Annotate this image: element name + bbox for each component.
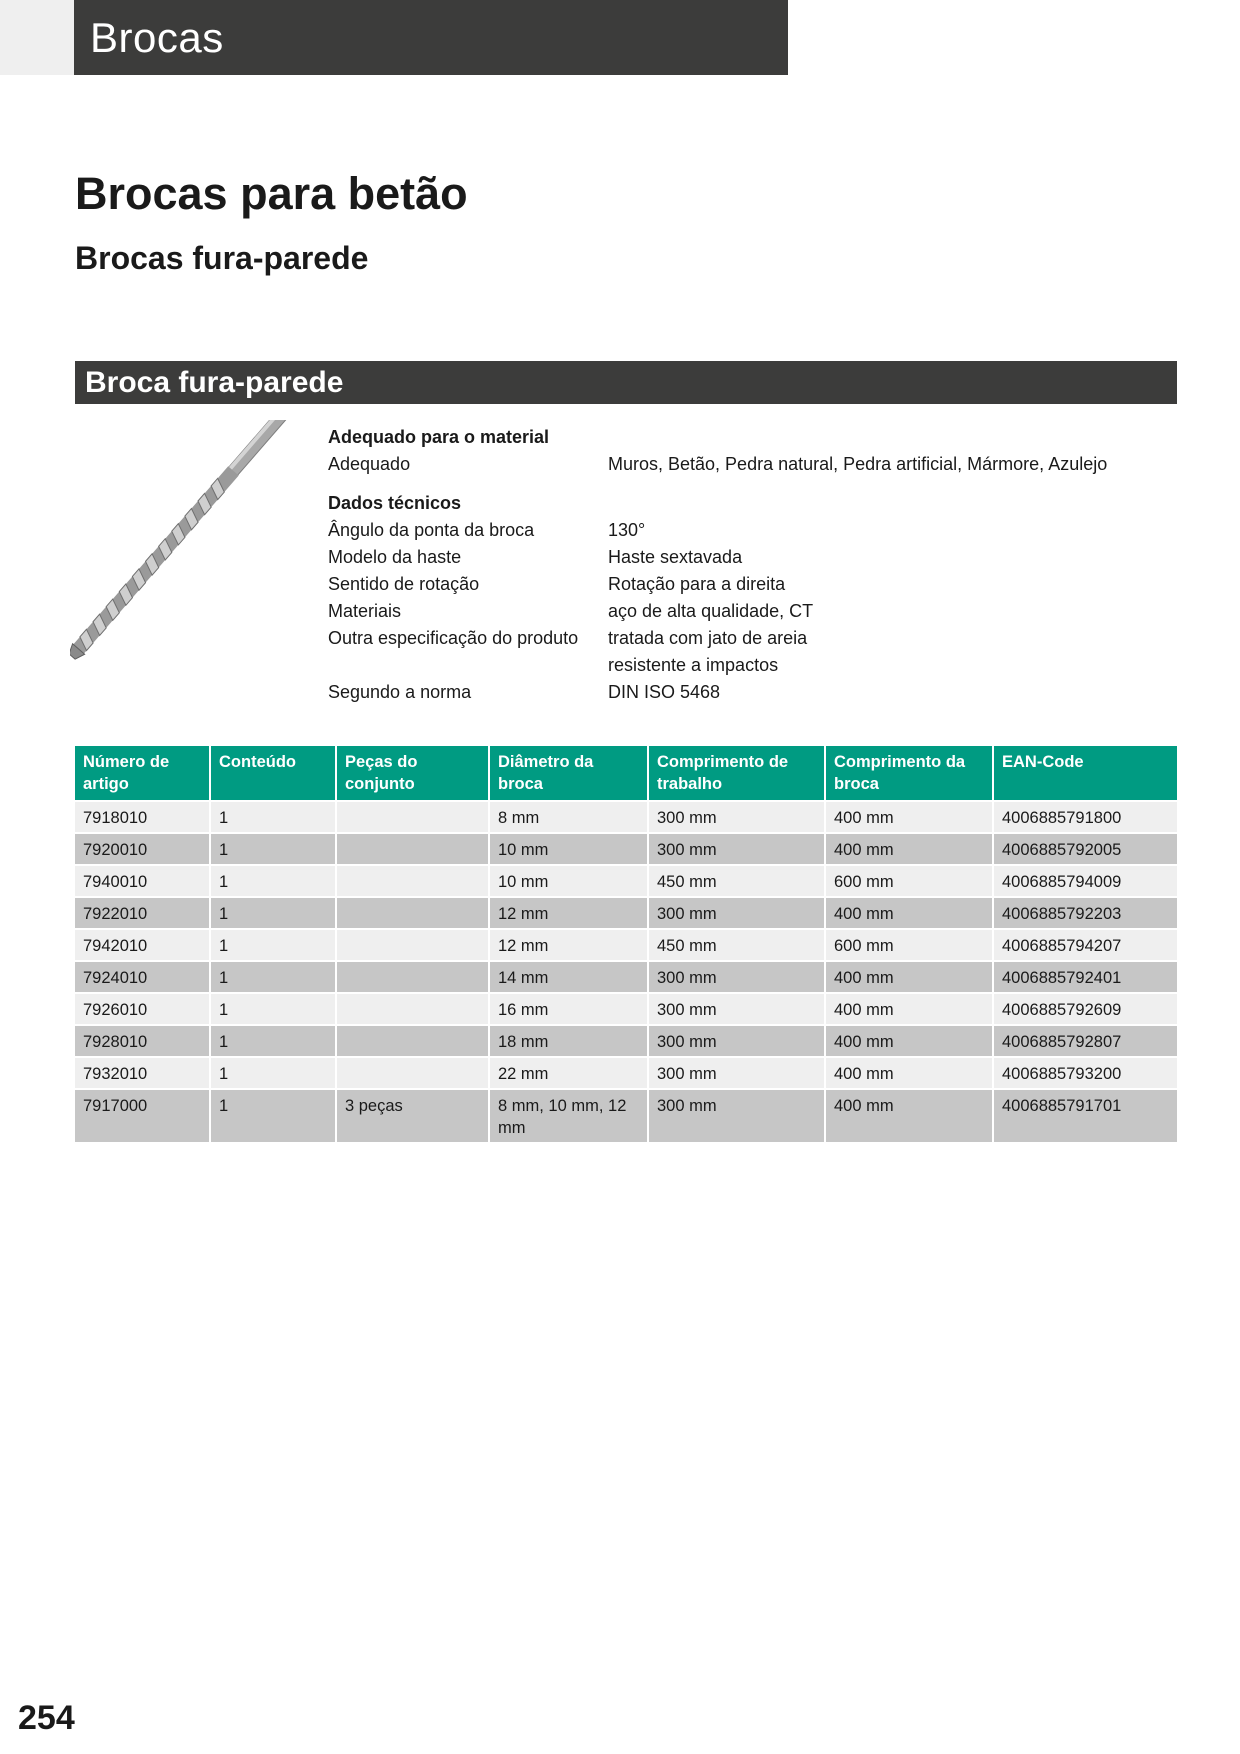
table-cell: 4006885794207 (993, 929, 1177, 961)
table-row (75, 961, 1177, 993)
table-row (75, 929, 1177, 961)
material-heading: Adequado para o material (328, 427, 550, 447)
spec-label: Segundo a norma (328, 682, 472, 702)
table-cell: 7918010 (75, 801, 210, 833)
table-cell: 8 mm (489, 801, 648, 833)
table-cell (336, 929, 489, 961)
table-header-row (75, 746, 1177, 801)
table-cell: 12 mm (489, 929, 648, 961)
spec-row (328, 679, 1168, 706)
column-header: Peças do conjunto (336, 746, 489, 801)
table-cell: 400 mm (825, 1089, 993, 1142)
category-header (74, 0, 788, 75)
table-cell: 400 mm (825, 1057, 993, 1089)
table-cell: 10 mm (489, 865, 648, 897)
table-cell: 1 (210, 833, 336, 865)
table-row (75, 897, 1177, 929)
table-cell: 14 mm (489, 961, 648, 993)
table-cell (336, 833, 489, 865)
column-header: Conteúdo (210, 746, 336, 801)
table-cell: 400 mm (825, 1025, 993, 1057)
table-cell: 4006885792203 (993, 897, 1177, 929)
spec-value: resistente a impactos (608, 655, 779, 675)
table-cell: 1 (210, 993, 336, 1025)
table-cell: 4006885792609 (993, 993, 1177, 1025)
spec-row (328, 625, 1168, 679)
table-cell: 8 mm, 10 mm, 12 mm (489, 1089, 648, 1142)
table-cell: 7926010 (75, 993, 210, 1025)
table-cell: 450 mm (648, 929, 825, 961)
table-cell (336, 1025, 489, 1057)
table-cell: 450 mm (648, 865, 825, 897)
table-cell (336, 1057, 489, 1089)
column-header: Número de artigo (75, 746, 210, 801)
table-cell: 600 mm (825, 865, 993, 897)
table-cell: 1 (210, 865, 336, 897)
spec-value: aço de alta qualidade, CT (608, 601, 814, 621)
spec-value: tratada com jato de areia (608, 628, 808, 648)
table-cell: 300 mm (648, 897, 825, 929)
spec-value: Haste sextavada (608, 547, 743, 567)
table-cell: 400 mm (825, 833, 993, 865)
spec-label: Ângulo da ponta da broca (328, 520, 535, 540)
page-title: Brocas para betão (75, 168, 468, 219)
table-cell: 300 mm (648, 1057, 825, 1089)
spec-row (328, 571, 1168, 598)
spec-label: Adequado (328, 454, 411, 474)
table-row (75, 865, 1177, 897)
product-specs (328, 424, 1168, 706)
spec-row-material (328, 451, 1168, 478)
spec-value: Rotação para a direita (608, 574, 786, 594)
table-cell: 3 peças (336, 1089, 489, 1142)
table-cell: 4006885793200 (993, 1057, 1177, 1089)
table-row (75, 833, 1177, 865)
table-row (75, 1057, 1177, 1089)
table-cell: 1 (210, 1025, 336, 1057)
section-header (75, 361, 1177, 404)
column-header: Diâmetro da broca (489, 746, 648, 801)
table-cell: 7920010 (75, 833, 210, 865)
table-cell: 300 mm (648, 993, 825, 1025)
table-cell (336, 961, 489, 993)
table-cell: 18 mm (489, 1025, 648, 1057)
page-subtitle: Brocas fura-parede (75, 240, 369, 276)
table-cell: 4006885791800 (993, 801, 1177, 833)
table-cell: 300 mm (648, 961, 825, 993)
table-cell: 1 (210, 897, 336, 929)
table-cell: 7932010 (75, 1057, 210, 1089)
column-header: EAN-Code (993, 746, 1177, 801)
tech-heading: Dados técnicos (328, 493, 462, 513)
table-cell: 4006885792005 (993, 833, 1177, 865)
spec-value: Muros, Betão, Pedra natural, Pedra artificial, Mármore, Azulejo (608, 454, 1108, 474)
table-cell: 4006885794009 (993, 865, 1177, 897)
table-cell: 12 mm (489, 897, 648, 929)
section-title: Broca fura-parede (85, 366, 344, 399)
table-cell: 1 (210, 929, 336, 961)
table-cell: 300 mm (648, 801, 825, 833)
drill-bit-image (70, 420, 310, 660)
spec-label: Sentido de rotação (328, 574, 480, 594)
table-cell: 7940010 (75, 865, 210, 897)
spec-value: DIN ISO 5468 (608, 682, 721, 702)
table-cell: 400 mm (825, 897, 993, 929)
table-row (75, 801, 1177, 833)
spec-label: Modelo da haste (328, 547, 462, 567)
spec-row (328, 598, 1168, 625)
table-cell: 1 (210, 1089, 336, 1142)
table-cell: 7928010 (75, 1025, 210, 1057)
product-table (75, 746, 1177, 1142)
table-cell: 4006885791701 (993, 1089, 1177, 1142)
spec-row (328, 517, 1168, 544)
spec-label: Outra especificação do produto (328, 628, 579, 648)
table-cell: 7922010 (75, 897, 210, 929)
table-row (75, 1025, 1177, 1057)
table-cell: 7917000 (75, 1089, 210, 1142)
table-cell: 600 mm (825, 929, 993, 961)
table-row (75, 993, 1177, 1025)
table-cell: 400 mm (825, 801, 993, 833)
table-cell (336, 801, 489, 833)
table-cell: 400 mm (825, 961, 993, 993)
table-cell: 1 (210, 961, 336, 993)
table-cell: 300 mm (648, 1025, 825, 1057)
table-row (75, 1089, 1177, 1142)
table-cell: 16 mm (489, 993, 648, 1025)
table-cell (336, 897, 489, 929)
table-cell: 300 mm (648, 1089, 825, 1142)
column-header: Comprimento de trabalho (648, 746, 825, 801)
corner-block (0, 0, 74, 75)
table-cell: 22 mm (489, 1057, 648, 1089)
table-cell (336, 993, 489, 1025)
table-cell: 1 (210, 801, 336, 833)
table-cell: 7942010 (75, 929, 210, 961)
table-cell: 10 mm (489, 833, 648, 865)
spec-label: Materiais (328, 601, 402, 621)
column-header: Comprimento da broca (825, 746, 993, 801)
category-title: Brocas (90, 14, 224, 61)
page-number: 254 (18, 1699, 75, 1737)
table-cell: 4006885792401 (993, 961, 1177, 993)
table-cell: 4006885792807 (993, 1025, 1177, 1057)
table-cell: 400 mm (825, 993, 993, 1025)
spec-row (328, 544, 1168, 571)
table-cell: 1 (210, 1057, 336, 1089)
spec-value: 130° (608, 520, 646, 540)
table-cell: 300 mm (648, 833, 825, 865)
table-cell: 7924010 (75, 961, 210, 993)
table-cell (336, 865, 489, 897)
